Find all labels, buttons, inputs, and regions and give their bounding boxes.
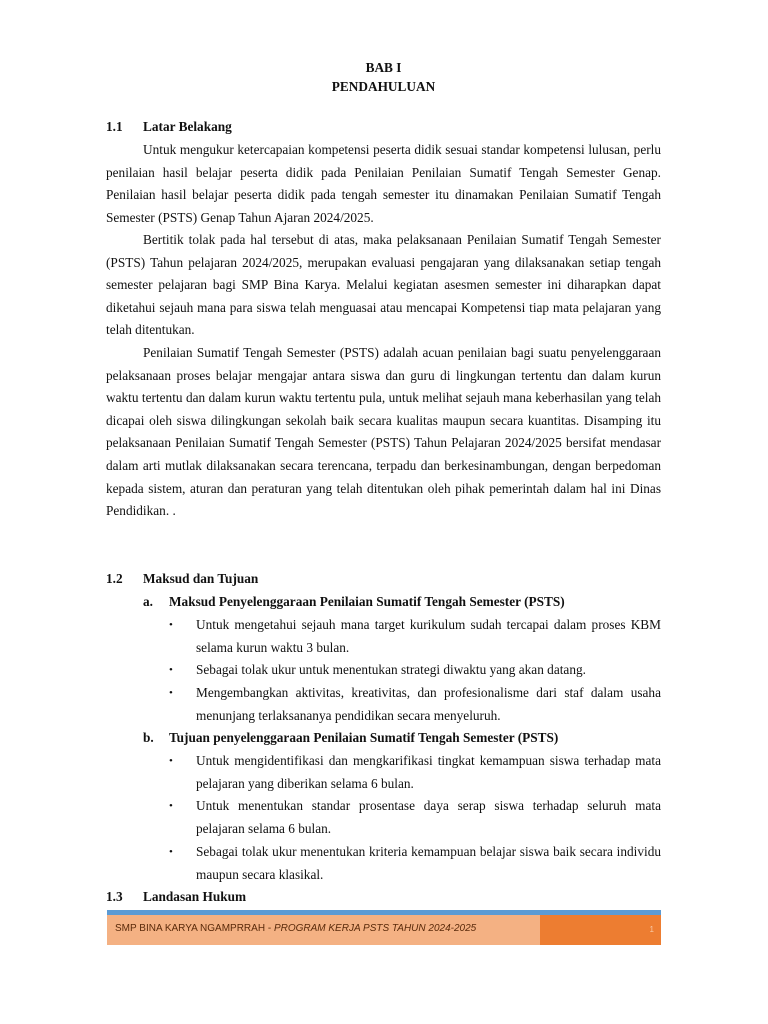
section-heading-maksud-tujuan: [106, 568, 258, 590]
section-heading-latar-belakang: [106, 116, 232, 138]
bullet-icon: •: [169, 687, 173, 699]
list-item: [169, 614, 661, 659]
section-title: Latar Belakang: [143, 119, 232, 134]
list-item-text: Sebagai tolak ukur untuk menentukan strategi diwaktu yang akan datang.: [196, 662, 586, 677]
list-item: [169, 795, 661, 840]
list-item-text: Untuk mengidentifikasi dan mengkarifikasi tingkat kemampuan siswa terhadap mata pelajaran yang diberikan selama 6 bulan.: [196, 753, 661, 791]
footer-school: SMP BINA KARYA NGAMPRRAH -: [115, 923, 274, 934]
list-item-text: Mengembangkan aktivitas, kreativitas, dan profesionalisme dari staf dalam usaha menunjang terlaksananya pendidikan secara menyeluruh.: [196, 685, 661, 723]
paragraph: Bertitik tolak pada hal tersebut di atas, maka pelaksanaan Penilaian Sumatif Tengah Semester (PSTS) Tahun pelajaran 2024/2025, merupakan evaluasi pengajaran yang dilaksanakan setiap tengah semester pelajaran bagi SMP Bina Karya. Melalui kegiatan asesmen semester ini diharapkan dapat diketahui sejauh mana para siswa telah menguasai atau mencapai Kompetensi tiap mata pelajaran yang telah ditentukan.: [106, 232, 661, 338]
bullet-icon: •: [169, 755, 173, 767]
list-item: [169, 682, 661, 727]
section-number: 1.1: [106, 119, 123, 134]
list-item: [169, 841, 661, 886]
bullet-icon: •: [169, 664, 173, 676]
chapter-label: BAB I: [365, 60, 402, 75]
bullet-icon: •: [169, 800, 173, 812]
subheading-maksud: [143, 591, 565, 613]
section-title: Landasan Hukum: [143, 889, 247, 904]
footer-text: [115, 923, 476, 934]
subheading-title: Tujuan penyelenggaraan Penilaian Sumatif Tengah Semester (PSTS): [169, 730, 559, 745]
list-item: [169, 750, 661, 795]
paragraph: Untuk mengukur ketercapaian kompetensi peserta didik sesuai standar kompetensi lulusan, perlu penilaian hasil belajar peserta didik pada Penilaian Penilaian Sumatif Tengah Semester Genap. Penilaian hasil belajar peserta didik pada tengah semester itu dinamakan Penilaian Sumatif Tengah Semester (PSTS) Genap Tahun Ajaran 2024/2025.: [106, 142, 661, 225]
list-item: [169, 659, 661, 682]
section-number: 1.3: [106, 889, 123, 904]
bullet-icon: •: [169, 846, 173, 858]
chapter-title: PENDAHULUAN: [331, 79, 436, 94]
list-item-text: Sebagai tolak ukur menentukan kriteria kemampuan belajar siswa baik secara individu maupun secara klasikal.: [196, 844, 661, 882]
page-number: 1: [649, 925, 654, 934]
subheading-title: Maksud Penyelenggaraan Penilaian Sumatif Tengah Semester (PSTS): [169, 594, 565, 609]
section-heading-landasan-hukum: [106, 886, 246, 908]
list-letter: b.: [143, 730, 154, 745]
list-item-text: Untuk mengetahui sejauh mana target kurikulum sudah tercapai dalam proses KBM selama kurun waktu 3 bulan.: [196, 617, 661, 655]
section-number: 1.2: [106, 571, 123, 586]
bullet-icon: •: [169, 619, 173, 631]
subheading-tujuan: [143, 727, 558, 749]
section-title: Maksud dan Tujuan: [143, 571, 259, 586]
paragraph: Penilaian Sumatif Tengah Semester (PSTS) adalah acuan penilaian bagi suatu penyelenggaraan pelaksanaan proses belajar mengajar antara siswa dan guru di lingkungan tertentu dan dalam kurun waktu tertentu dan dalam kurun waktu tertentu pula, untuk melihat sejauh mana keberhasilan yang telah dicapai oleh siswa dilingkungan sekolah baik secara kualitas maupun secara kuantitas. Disamping itu pelaksanaan Penilaian Sumatif Tengah Semester (PSTS) Tahun Pelajaran 2024/2025 bersifat mendasar dalam arti mutlak dilaksanakan secara terencana, terpadu dan berkesinambungan, dengan berpedoman kepada sistem, aturan dan peraturan yang telah ditentukan oleh pihak pemerintah dalam hal ini Dinas Pendidikan. .: [106, 345, 661, 519]
list-item-text: Untuk menentukan standar prosentase daya serap siswa terhadap seluruh mata pelajaran selama 6 bulan.: [196, 798, 661, 836]
list-letter: a.: [143, 594, 153, 609]
footer-doc-title: PROGRAM KERJA PSTS TAHUN 2024-2025: [273, 923, 477, 934]
